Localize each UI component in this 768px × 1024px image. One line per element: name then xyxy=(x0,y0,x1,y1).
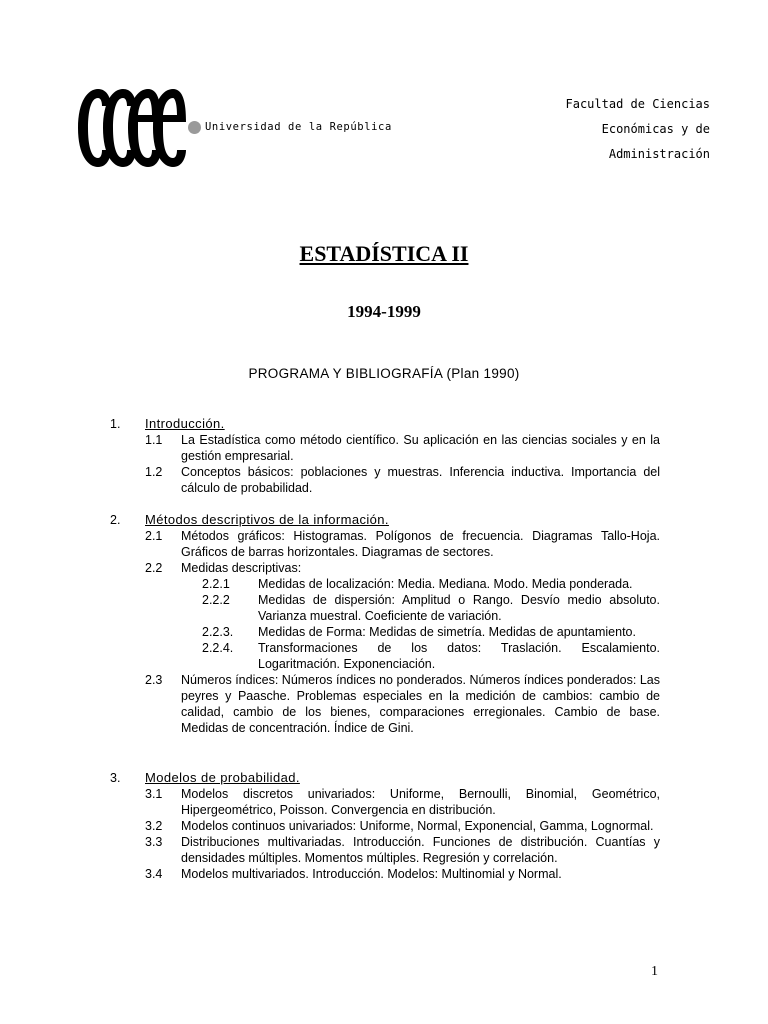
section-metodos-descriptivos xyxy=(110,512,660,736)
item-text: Distribuciones multivariadas. Introducción. Funciones de distribución. Cuantías y densidades múltiples. Momentos múltiples. Regresión y correlación. xyxy=(181,835,660,865)
item-text: Medidas de dispersión: Amplitud o Rango. Desvío medio absoluto. Varianza muestral. Coeficiente de variación. xyxy=(258,593,660,623)
list-item xyxy=(145,786,660,818)
sub-list-item xyxy=(202,592,660,624)
university-name: Universidad de la República xyxy=(205,121,392,133)
list-item xyxy=(145,818,660,834)
section-title: Introducción. xyxy=(145,416,225,431)
list-item xyxy=(145,528,660,560)
bullet-dot-icon xyxy=(188,121,201,134)
list-item xyxy=(145,464,660,496)
item-number: 2.2.1 xyxy=(202,577,230,591)
sub-list-item xyxy=(202,576,660,592)
faculty-line: Económicas y de xyxy=(601,122,710,136)
item-text: Transformaciones de los datos: Traslación. Escalamiento. Logaritmación. Exponenciación. xyxy=(258,641,660,671)
section-number: 1. xyxy=(110,417,121,431)
list-item xyxy=(145,560,660,576)
document-title: ESTADÍSTICA II xyxy=(299,241,469,266)
document-subtitle: PROGRAMA Y BIBLIOGRAFÍA (Plan 1990) xyxy=(248,366,520,381)
item-text: Modelos discretos univariados: Uniforme, Bernoulli, Binomial, Geométrico, Hipergeométrico, Poisson. Convergencia en distribución. xyxy=(181,787,660,817)
faculty-line: Facultad de Ciencias xyxy=(565,97,710,111)
section-introduccion xyxy=(110,416,660,496)
sub-list-item xyxy=(202,624,660,640)
sub-list-item xyxy=(202,640,660,672)
list-item xyxy=(145,432,660,464)
item-number: 3.1 xyxy=(145,787,163,801)
item-number: 2.2.4. xyxy=(202,641,234,655)
item-text: Medidas descriptivas: xyxy=(181,561,302,575)
item-number: 2.2 xyxy=(145,561,163,575)
item-number: 1.2 xyxy=(145,465,163,479)
item-text: Medidas de Forma: Medidas de simetría. Medidas de apuntamiento. xyxy=(258,625,636,639)
item-number: 2.2.3. xyxy=(202,625,234,639)
item-text: Modelos continuos univariados: Uniforme, Normal, Exponencial, Gamma, Lognormal. xyxy=(181,819,654,833)
document-years: 1994-1999 xyxy=(347,302,421,321)
item-text: Conceptos básicos: poblaciones y muestras. Inferencia inductiva. Importancia del cálculo de probabilidad. xyxy=(181,465,660,495)
item-number: 2.1 xyxy=(145,529,163,543)
faculty-line: Administración xyxy=(608,147,710,161)
section-modelos-probabilidad xyxy=(110,770,660,882)
item-number: 3.4 xyxy=(145,867,163,881)
item-text: Medidas de localización: Media. Mediana. Modo. Media ponderada. xyxy=(258,577,633,591)
item-number: 2.3 xyxy=(145,673,163,687)
section-title: Métodos descriptivos de la información. xyxy=(145,512,389,527)
list-item xyxy=(145,672,660,736)
item-number: 3.3 xyxy=(145,835,163,849)
item-text: Modelos multivariados. Introducción. Modelos: Multinomial y Normal. xyxy=(181,867,562,881)
item-number: 2.2.2 xyxy=(202,593,230,607)
section-title: Modelos de probabilidad. xyxy=(145,770,300,785)
ccee-logo xyxy=(74,86,186,170)
list-item xyxy=(145,834,660,866)
section-number: 3. xyxy=(110,771,121,785)
item-number: 3.2 xyxy=(145,819,163,833)
item-text: Números índices: Números índices no ponderados. Números índices ponderados: Las peyres y Paasche. Problemas especiales en la medición de cambios: cambio de calidad, cambio de los bienes, comparaciones erregionales. Cambio de base. Medidas de concentración. Índice de Gini. xyxy=(181,673,660,735)
page-number: 1 xyxy=(651,964,658,979)
item-text: Métodos gráficos: Histogramas. Polígonos de frecuencia. Diagramas Tallo-Hoja. Gráficos de barras horizontales. Diagramas de sectores. xyxy=(181,529,660,559)
item-number: 1.1 xyxy=(145,433,163,447)
item-text: La Estadística como método científico. Su aplicación en las ciencias sociales y en la gestión empresarial. xyxy=(181,433,660,463)
section-number: 2. xyxy=(110,513,121,527)
faculty-name xyxy=(566,92,711,167)
list-item xyxy=(145,866,660,882)
